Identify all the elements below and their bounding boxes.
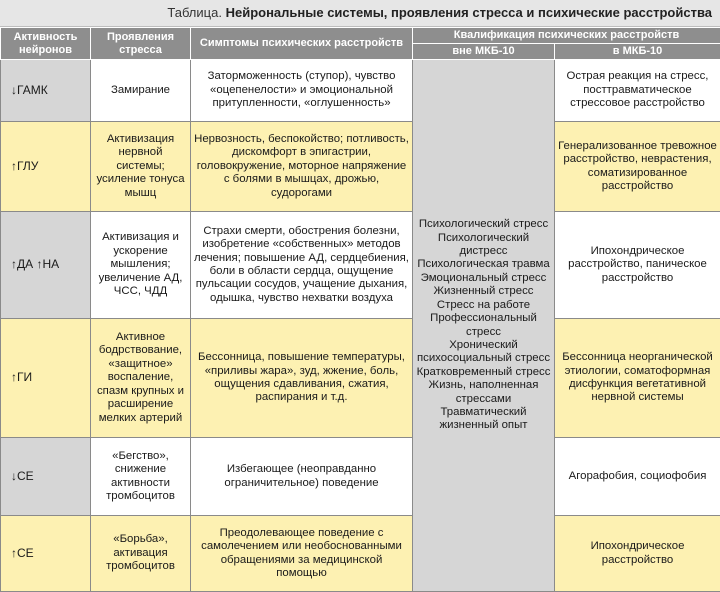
activity-cell: ↑ГЛУ [1,122,91,212]
header-inside-icd: в МКБ-10 [555,44,720,60]
outside-icd-line: Кратковременный стресс [416,365,551,378]
table-row [1,122,720,212]
icd-cell: Генерализованное тревожное расстройство, неврастения, соматизированное расстройство [555,122,720,212]
activity-cell: ↑ДА ↑НА [1,212,91,319]
outside-icd-line: Эмоциональный стресс [420,271,547,284]
table-row [1,60,720,122]
manifestation-cell: Активизация нервной системы; усиление тонуса мышц [91,122,191,212]
manifestation-cell: «Борьба», активация тромбоцитов [91,516,191,592]
outside-icd-line: Жизненный стресс [433,285,534,298]
caption-title: Нейрональные системы, проявления стресса и психические расстройства [225,5,712,20]
activity-cell: ↑СЕ [1,516,91,592]
outside-icd-line: стресс [466,325,501,338]
outside-icd-line: психосоциальный стресс [416,352,551,365]
outside-icd-line: Хронический [449,338,518,351]
header-symptoms: Симптомы психических расстройств [191,28,413,60]
icd-cell: Ипохондрическое расстройство [555,516,720,592]
table-caption [0,0,720,27]
symptoms-cell: Бессонница, повышение температуры, «приливы жара», зуд, жжение, боль, ощущения сдавливания, сжатия, распирания и т.д. [191,319,413,438]
icd-cell: Бессонница неорганической этиологии, соматоформная дисфункция вегетативной нервной системы [555,319,720,438]
table-row [1,516,720,592]
header-qualification: Квалификация психических расстройств [413,28,720,44]
outside-icd-cell [413,60,555,592]
icd-cell: Агорафобия, социофобия [555,438,720,516]
outside-icd-line: Жизнь, наполненная [428,379,539,392]
outside-icd-line: Стресс на работе [436,298,531,311]
outside-icd-line: Психологический стресс [418,218,549,231]
symptoms-cell: Страхи смерти, обострения болезни, изобретение «собственных» методов лечения; повышение АД, сердцебиения, боли в области сердца, ощущение пульсации сосудов, учащение дыхания, одышка, чувство нехватки воздуха [191,212,413,319]
manifestation-cell: Активизация и ускорение мышления; увеличение АД, ЧСС, ЧДД [91,212,191,319]
manifestation-cell: Замирание [91,60,191,122]
table-row [1,438,720,516]
header-manifestations: Проявления стресса [91,28,191,60]
stress-disorders-table [0,27,720,592]
symptoms-cell: Нервозность, беспокойство; потливость, дискомфорт в эпигастрии, головокружение, моторное напряжение с болями в мышцах, дрожью, судорогами [191,122,413,212]
table-row [1,212,720,319]
manifestation-cell: Активное бодрствование, «защитное» воспаление, спазм крупных и расширение мелких артерий [91,319,191,438]
icd-cell: Острая реакция на стресс, посттравматическое стрессовое расстройство [555,60,720,122]
outside-icd-line: дистресс [459,245,508,258]
icd-cell: Ипохондрическое расстройство, паническое расстройство [555,212,720,319]
outside-icd-line: стрессами [455,392,512,405]
symptoms-cell: Заторможенность (ступор), чувство «оцепенелости» и эмоциональной притупленности, «оглушенность» [191,60,413,122]
outside-icd-line: Психологический [437,231,530,244]
activity-cell: ↑ГИ [1,319,91,438]
caption-prefix: Таблица. [167,5,222,20]
header-outside-icd: вне МКБ-10 [413,44,555,60]
header-activity: Активность нейронов [1,28,91,60]
symptoms-cell: Преодолевающее поведение с самолечением или необоснованными обращениями за медицинской помощью [191,516,413,592]
activity-cell: ↓ГАМК [1,60,91,122]
outside-icd-line: жизненный опыт [439,419,528,432]
table-row [1,319,720,438]
outside-icd-line: Профессиональный [430,312,537,325]
symptoms-cell: Избегающее (неоправданно ограничительное) поведение [191,438,413,516]
manifestation-cell: «Бегство», снижение активности тромбоцитов [91,438,191,516]
outside-icd-line: Травматический [440,405,527,418]
activity-cell: ↓СЕ [1,438,91,516]
outside-icd-line: Психологическая травма [417,258,550,271]
